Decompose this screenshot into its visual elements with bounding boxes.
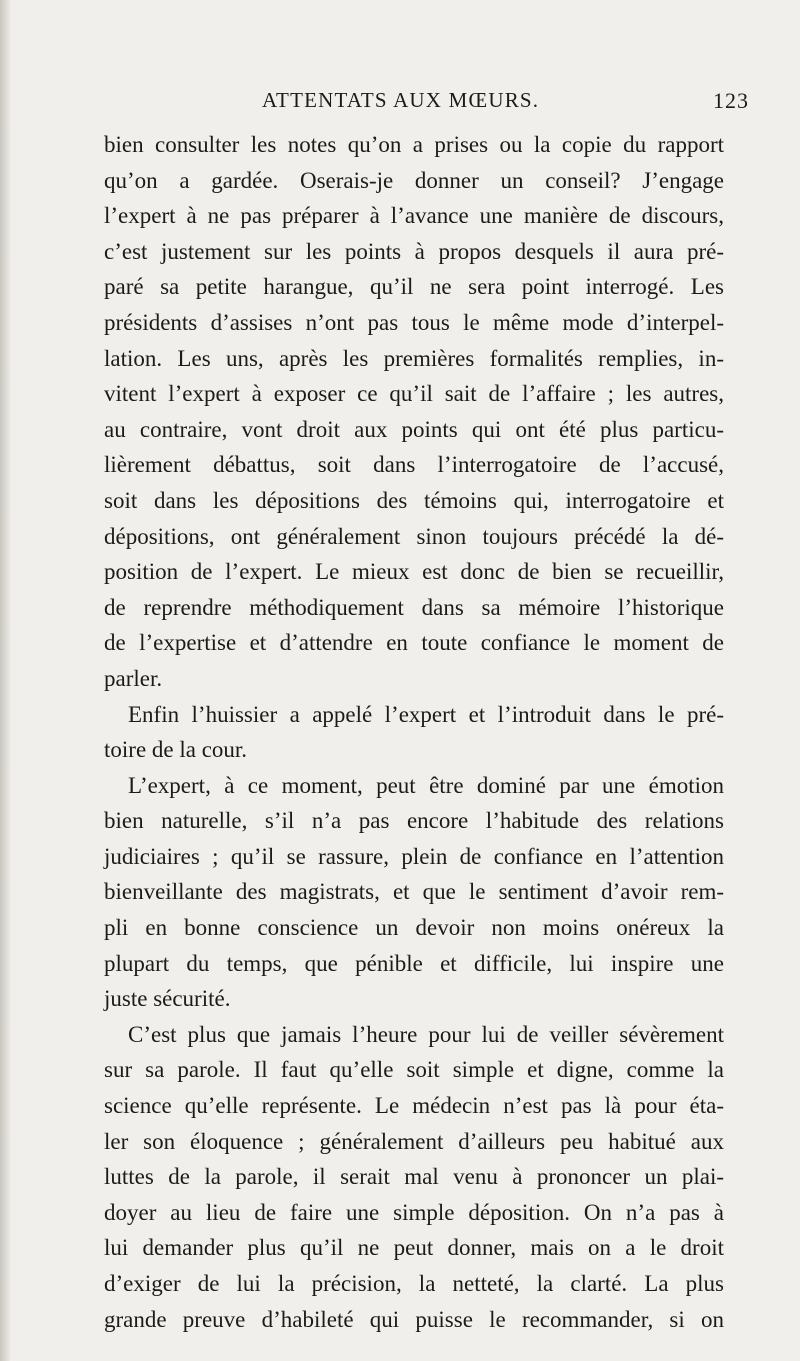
text-line: ler son éloquence ; généralement d’ailleurs peu habitué aux	[104, 1128, 724, 1154]
text-line: bien consulter les notes qu’on a prises ou la copie du rapport	[104, 132, 724, 157]
page-binding-edge	[0, 0, 10, 1361]
text-line: qu’on a gardée. Oserais-je donner un conseil? J’engage	[104, 167, 724, 193]
text-line: bien naturelle, s’il n’a pas encore l’habitude des relations	[104, 808, 724, 834]
text-line: science qu’elle représente. Le médecin n’est pas là pour éta-	[104, 1093, 724, 1119]
page-number: 123	[713, 88, 749, 113]
text-line: de l’expertise et d’attendre en toute confiance le moment de	[104, 630, 724, 656]
text-line: c’est justement sur les points à propos desquels il aura pré-	[104, 238, 724, 264]
text-line: soit dans les dépositions des témoins qui, interrogatoire et	[104, 487, 724, 513]
text-line: de reprendre méthodiquement dans sa mémoire l’historique	[104, 594, 724, 620]
text-line: doyer au lieu de faire une simple déposition. On n’a pas à	[104, 1199, 724, 1225]
text-line: plupart du temps, que pénible et difficile, lui inspire une	[104, 950, 724, 976]
text-line: bienveillante des magistrats, et que le sentiment d’avoir rem-	[104, 879, 724, 905]
text-line: parler.	[104, 665, 163, 691]
text-line: lui demander plus qu’il ne peut donner, mais on a le droit	[104, 1235, 724, 1261]
text-line: toire de la cour.	[104, 737, 248, 763]
text-line: luttes de la parole, il serait mal venu à prononcer un plai-	[104, 1164, 724, 1190]
paragraph-start-line: L’expert, à ce moment, peut être dominé par une émotion	[128, 772, 724, 798]
text-line: l’expert à ne pas préparer à l’avance une manière de discours,	[104, 203, 724, 229]
body-text	[104, 127, 724, 1337]
text-line: pli en bonne conscience un devoir non moins onéreux la	[104, 915, 724, 941]
text-line: position de l’expert. Le mieux est donc de bien se recueillir,	[104, 559, 724, 585]
text-line: lation. Les uns, après les premières formalités remplies, in-	[104, 345, 724, 371]
text-line: grande preuve d’habileté qui puisse le recommander, si on	[104, 1306, 724, 1332]
text-line: judiciaires ; qu’il se rassure, plein de confiance en l’attention	[104, 843, 724, 869]
paragraph-start-line: Enfin l’huissier a appelé l’expert et l’introduit dans le pré-	[128, 701, 724, 727]
text-line: paré sa petite harangue, qu’il ne sera point interrogé. Les	[104, 274, 724, 300]
running-head	[0, 88, 800, 118]
text-line: juste sécurité.	[104, 986, 231, 1012]
text-line: dépositions, ont généralement sinon toujours précédé la dé-	[104, 523, 724, 549]
running-title: ATTENTATS AUX MŒURS.	[262, 88, 540, 112]
text-line: vitent l’expert à exposer ce qu’il sait de l’affaire ; les autres,	[104, 381, 724, 407]
text-line: au contraire, vont droit aux points qui ont été plus particu-	[104, 416, 724, 442]
text-line: lièrement débattus, soit dans l’interrogatoire de l’accusé,	[104, 452, 724, 478]
text-line: d’exiger de lui la précision, la netteté, la clarté. La plus	[104, 1271, 724, 1296]
text-line: présidents d’assises n’ont pas tous le même mode d’interpel-	[104, 309, 724, 335]
paragraph-start-line: C’est plus que jamais l’heure pour lui de veiller sévèrement	[128, 1021, 724, 1047]
text-line: sur sa parole. Il faut qu’elle soit simple et digne, comme la	[104, 1057, 724, 1083]
